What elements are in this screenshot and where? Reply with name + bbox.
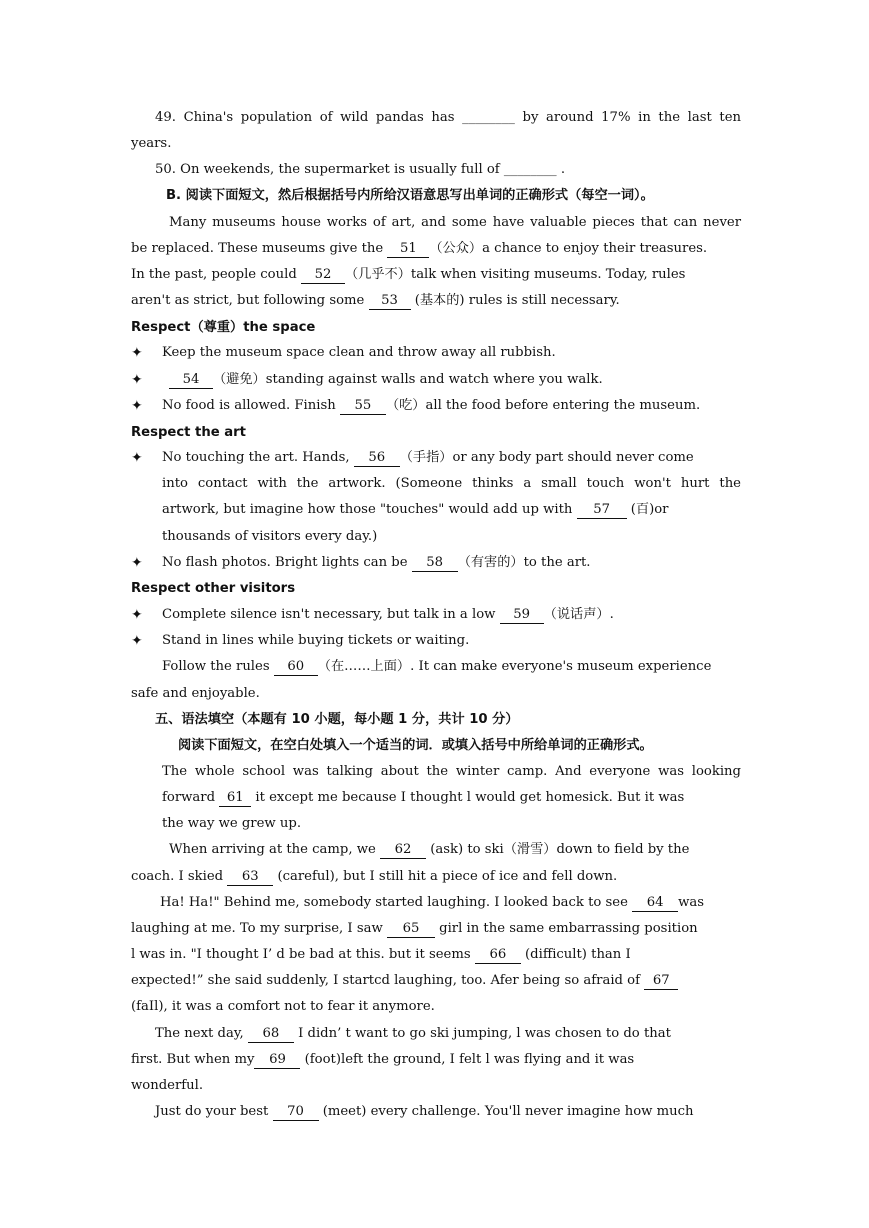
blank-70: 70 xyxy=(273,1104,319,1121)
passage-line: The next day, 68 I didn’ t want to go ski jumping, l was chosen to do that xyxy=(155,1026,671,1041)
passage-line: safe and enjoyable. xyxy=(131,686,260,701)
passage-line: first. But when my 69 (foot)left the ground, I felt l was flying and it was xyxy=(131,1052,635,1067)
blank-62: 62 xyxy=(380,842,426,859)
passage-line: laughing at me. To my surprise, I saw 65 girl in the same embarrassing position xyxy=(131,921,698,936)
bullet-icon: ✦ xyxy=(131,372,143,388)
question-50: 50. On weekends, the supermarket is usually full of ________ . xyxy=(155,162,566,177)
blank-55: 55 xyxy=(340,398,386,415)
subheading-respect-visitors: Respect other visitors xyxy=(131,581,296,596)
passage-line: wonderful. xyxy=(131,1078,204,1093)
blank-56: 56 xyxy=(354,450,400,467)
blank-69: 69 xyxy=(254,1052,300,1069)
bullet-icon: ✦ xyxy=(131,450,143,466)
question-49-continued: years. xyxy=(131,136,172,151)
bullet-icon: ✦ xyxy=(131,398,143,414)
blank-65: 65 xyxy=(387,921,435,938)
blank-51: 51 xyxy=(387,241,429,258)
bullet-icon: ✦ xyxy=(131,345,143,361)
section-5-heading: 五、语法填空（本题有 10 小题，每小题 1 分，共计 10 分） xyxy=(155,712,519,727)
passage-line: be replaced. These museums give the 51 （公众）a chance to enjoy their treasures. xyxy=(131,241,708,256)
passage-line: Just do your best 70 (meet) every challenge. You'll never imagine how much xyxy=(155,1104,694,1119)
passage-line: Follow the rules 60 （在……上面）. It can make everyone's museum experience xyxy=(162,659,712,674)
rule-item: Stand in lines while buying tickets or waiting. xyxy=(162,633,470,648)
bullet-icon: ✦ xyxy=(131,607,143,623)
blank-63: 63 xyxy=(227,869,273,886)
passage-line: coach. I skied 63 (careful), but I still hit a piece of ice and fell down. xyxy=(131,869,618,884)
passage-line: In the past, people could 52 （几乎不）talk when visiting museums. Today, rules xyxy=(131,267,686,282)
blank-68: 68 xyxy=(248,1026,294,1043)
passage-line: l was in. "I thought I’ d be bad at this. but it seems 66 (difficult) than I xyxy=(131,947,631,962)
rule-item: Complete silence isn't necessary, but talk in a low 59 （说话声）. xyxy=(162,607,614,622)
rule-item: No flash photos. Bright lights can be 58 （有害的）to the art. xyxy=(162,555,591,570)
passage-line: (faIl), it was a comfort not to fear it anymore. xyxy=(131,999,435,1014)
blank-54: 54 xyxy=(169,372,213,389)
passage-line: Many museums house works of art, and some have valuable pieces that can never xyxy=(169,215,741,230)
passage-line: Ha! Ha!" Behind me, somebody started laughing. I looked back to see 64 was xyxy=(160,895,705,910)
question-49: 49. China's population of wild pandas has ________ by around 17% in the last ten xyxy=(155,110,741,125)
blank-61: 61 xyxy=(219,790,251,807)
blank-66: 66 xyxy=(475,947,521,964)
section-5-instruction: 阅读下面短文，在空白处填入一个适当的词．或填入括号中所给单词的正确形式。 xyxy=(178,738,653,753)
rule-item: 54 （避免）standing against walls and watch where you walk. xyxy=(169,370,748,390)
passage-line: When arriving at the camp, we 62 (ask) to ski（滑雪）down to field by the xyxy=(169,842,690,857)
blank-64: 64 xyxy=(632,895,678,912)
subheading-respect-space: Respect（尊重）the space xyxy=(131,320,316,335)
passage-line: forward 61 it except me because I thought l would get homesick. But it was xyxy=(162,790,685,805)
blank-67: 67 xyxy=(644,973,678,990)
rule-item-continued: thousands of visitors every day.) xyxy=(162,529,378,544)
passage-line: expected!” she said suddenly, I startcd laughing, too. Afer being so afraid of 67 xyxy=(131,971,741,991)
rule-item: No food is allowed. Finish 55 （吃）all the food before entering the museum. xyxy=(162,398,701,413)
rule-item-continued: into contact with the artwork. (Someone thinks a small touch won't hurt the xyxy=(162,476,741,491)
subheading-respect-art: Respect the art xyxy=(131,425,246,440)
rule-item: Keep the museum space clean and throw away all rubbish. xyxy=(162,345,556,360)
blank-60: 60 xyxy=(274,659,318,676)
bullet-icon: ✦ xyxy=(131,633,143,649)
blank-58: 58 xyxy=(412,555,458,572)
passage-line: the way we grew up. xyxy=(162,816,302,831)
bullet-icon: ✦ xyxy=(131,555,143,571)
passage-line: aren't as strict, but following some 53 (基本的) rules is still necessary. xyxy=(131,293,620,308)
blank-53: 53 xyxy=(369,293,411,310)
rule-item: No touching the art. Hands, 56 （手指）or any body part should never come xyxy=(162,450,694,465)
blank-57: 57 xyxy=(577,502,627,519)
blank-59: 59 xyxy=(500,607,544,624)
blank-52: 52 xyxy=(301,267,345,284)
passage-line: The whole school was talking about the winter camp. And everyone was looking xyxy=(162,764,741,779)
rule-item-continued: artwork, but imagine how those "touches" would add up with 57 (百)or xyxy=(162,502,669,517)
section-b-instruction: B. 阅读下面短文，然后根据括号内所给汉语意思写出单词的正确形式（每空一词）。 xyxy=(166,188,654,203)
